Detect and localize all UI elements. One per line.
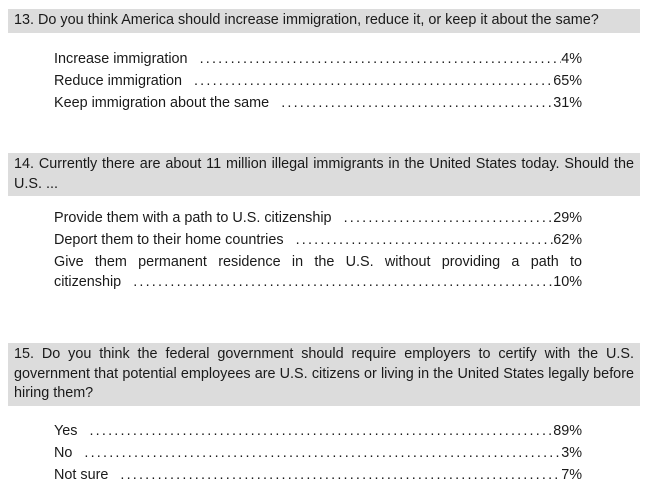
answer-label-continued: citizenship xyxy=(54,274,122,290)
question-14: 14. Currently there are about 11 million illegal immigrants in the United States today. Should the U.S. ... xyxy=(8,153,640,196)
answer-percent: 29% xyxy=(553,210,582,226)
answer-row xyxy=(54,464,582,486)
dot-leader xyxy=(84,442,561,464)
dot-leader xyxy=(120,464,561,486)
answer-percent: 10% xyxy=(553,274,582,290)
answer-label: Yes xyxy=(54,423,78,439)
answers-13 xyxy=(54,48,582,114)
answer-label: Keep immigration about the same xyxy=(54,95,270,111)
answer-label: Not sure xyxy=(54,467,109,483)
answer-percent: 4% xyxy=(561,51,582,67)
answer-row xyxy=(54,229,582,251)
answer-label: Deport them to their home countries xyxy=(54,232,284,248)
dot-leader xyxy=(89,420,553,442)
answer-row xyxy=(54,442,582,464)
answer-row xyxy=(54,252,582,292)
dot-leader xyxy=(281,92,553,114)
answer-row xyxy=(54,70,582,92)
answer-row xyxy=(54,48,582,70)
answer-percent: 31% xyxy=(553,95,582,111)
answer-row xyxy=(54,92,582,114)
answer-percent: 62% xyxy=(553,232,582,248)
answer-row xyxy=(54,420,582,442)
dot-leader xyxy=(133,272,553,292)
answers-14 xyxy=(54,207,582,292)
dot-leader xyxy=(194,70,553,92)
answers-15 xyxy=(54,420,582,486)
answer-row xyxy=(54,207,582,229)
answer-label: No xyxy=(54,445,73,461)
answer-label: Reduce immigration xyxy=(54,73,182,89)
dot-leader xyxy=(200,48,562,70)
answer-percent: 3% xyxy=(561,445,582,461)
answer-percent: 7% xyxy=(561,467,582,483)
answer-label: Give them permanent residence in the U.S. without providing a path to xyxy=(54,254,582,270)
answer-label: Provide them with a path to U.S. citizenship xyxy=(54,210,332,226)
answer-percent: 65% xyxy=(553,73,582,89)
dot-leader xyxy=(344,207,554,229)
question-15: 15. Do you think the federal government should require employers to certify with the U.S. government that potential employees are U.S. citizens or living in the United States legally before hiring them? xyxy=(8,343,640,406)
dot-leader xyxy=(296,229,554,251)
answer-percent: 89% xyxy=(553,423,582,439)
answer-label: Increase immigration xyxy=(54,51,188,67)
question-13: 13. Do you think America should increase immigration, reduce it, or keep it about the same? xyxy=(8,9,640,33)
